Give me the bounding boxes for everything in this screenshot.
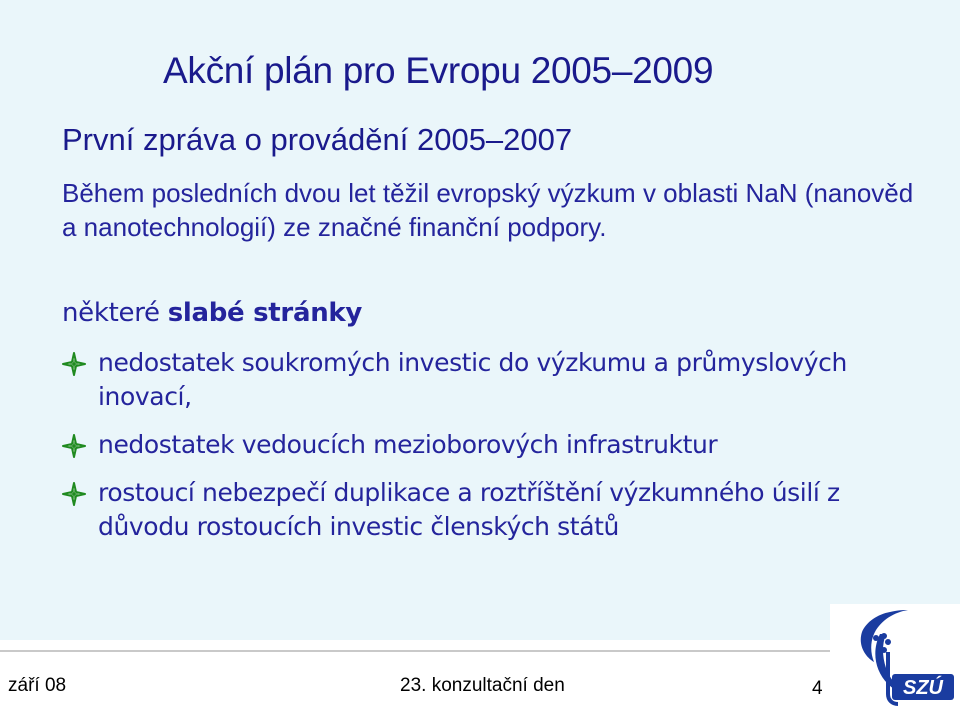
diamond-star-icon <box>62 434 86 458</box>
diamond-star-icon <box>62 352 86 376</box>
slide-title: Akční plán pro Evropu 2005–2009 <box>163 50 714 91</box>
logo-text: SZÚ <box>903 677 943 699</box>
bullet-item <box>62 428 922 462</box>
szu-logo-icon <box>830 604 960 720</box>
footer-date: září 08 <box>8 675 67 696</box>
bullet-text: nedostatek soukromých investic do výzkumu a průmyslových inovací, <box>98 348 847 411</box>
diamond-star-icon <box>62 482 86 506</box>
bullet-item <box>62 346 922 414</box>
slide-subtitle: První zpráva o provádění 2005–2007 <box>62 122 573 157</box>
weak-points-bold: slabé stránky <box>167 298 363 328</box>
bullet-text: nedostatek vedoucích mezioborových infrastruktur <box>98 430 718 459</box>
footer-divider <box>0 650 830 652</box>
bullet-text: rostoucí nebezpečí duplikace a roztříštění výzkumného úsilí z důvodu rostoucích investic členských států <box>98 478 840 541</box>
bullet-item <box>62 476 922 544</box>
szu-logo <box>830 604 960 720</box>
weak-points-heading <box>62 298 362 328</box>
page-number: 4 <box>812 678 823 699</box>
footer-event: 23. konzultační den <box>400 675 565 696</box>
weak-points-prefix: některé <box>62 298 168 328</box>
intro-paragraph: Během posledních dvou let těžil evropský výzkum v oblasti NaN (nanověd a nanotechnologií) ze značné finanční podpory. <box>62 178 914 242</box>
bullet-list <box>62 346 922 558</box>
